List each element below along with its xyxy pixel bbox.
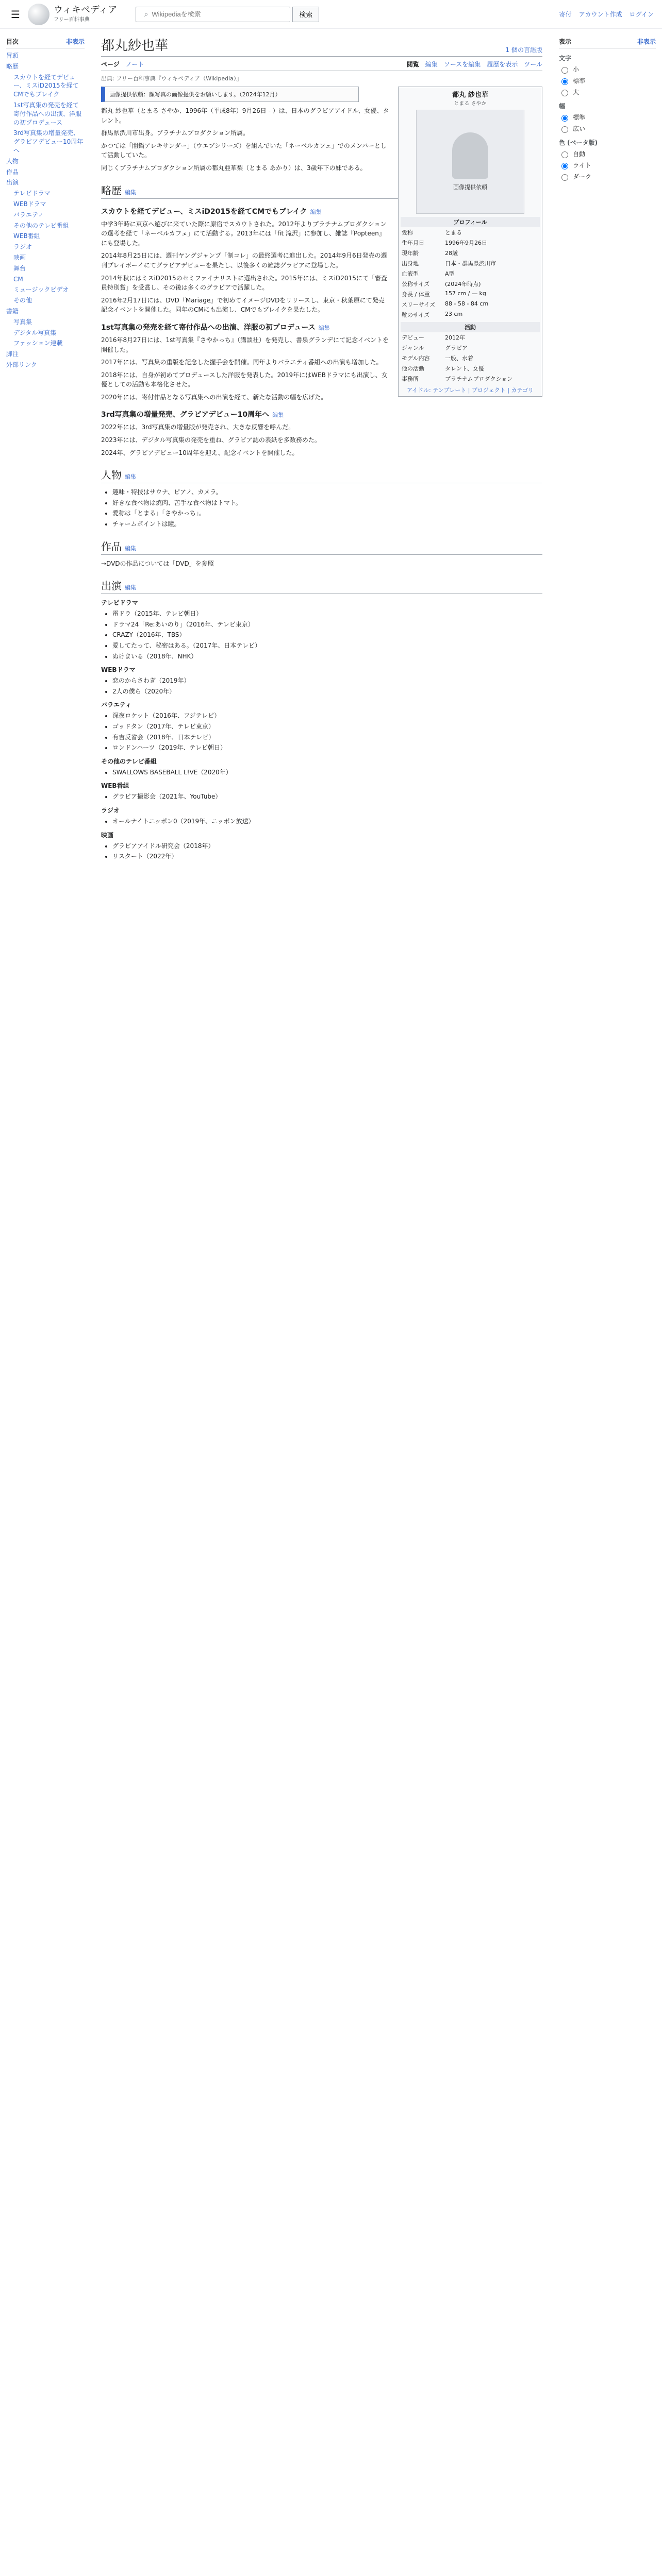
article bbox=[91, 29, 553, 870]
search-input[interactable] bbox=[136, 7, 290, 22]
radio-button[interactable] bbox=[561, 67, 568, 74]
toc-link[interactable]: その他のテレビ番組 bbox=[13, 222, 69, 229]
radio-button[interactable] bbox=[561, 90, 568, 96]
display-option[interactable] bbox=[559, 88, 656, 96]
section-heading: スカウトを経てデビュー、ミスiD2015を経てCMでもブレイク 編集 bbox=[101, 207, 322, 216]
edit-link[interactable]: 編集 bbox=[125, 545, 136, 552]
paragraph: 2024年、グラビアデビュー10周年を迎え、記念イベントを開催した。 bbox=[101, 449, 299, 456]
list-item: • 趣味・特技はサウナ、ピアノ、カメラ。 bbox=[112, 487, 542, 497]
toc-item[interactable] bbox=[6, 101, 85, 127]
option-label: ライト bbox=[573, 162, 591, 169]
display-option[interactable] bbox=[559, 113, 656, 122]
color-label: 色 (ベータ版) bbox=[559, 139, 598, 146]
section-heading: 3rd写真集の増量発売、グラビアデビュー10周年へ 編集 bbox=[101, 411, 284, 419]
infobox-key: 出身地 bbox=[402, 260, 419, 267]
option-label: 自動 bbox=[573, 150, 586, 158]
subsection-heading: その他のテレビ番組 bbox=[101, 757, 157, 765]
infobox-value: グラビア bbox=[445, 345, 468, 351]
infobox-row bbox=[401, 268, 540, 279]
infobox-value: (2024年時点) bbox=[445, 281, 481, 287]
list-item: • ドラマ24「Re:あいのり」（2016年、テレビ東京） bbox=[112, 620, 542, 630]
infobox-value: 日本・群馬県渋川市 bbox=[445, 260, 496, 267]
toc-item[interactable] bbox=[6, 318, 85, 327]
infobox-name: 都丸 紗也華 bbox=[452, 91, 488, 99]
list-item: • ぬけまいる（2018年、NHK） bbox=[112, 652, 542, 662]
display-option[interactable] bbox=[559, 65, 656, 74]
radio-button[interactable] bbox=[561, 174, 568, 181]
infobox bbox=[398, 87, 542, 397]
infobox-key: 身長 / 体重 bbox=[402, 291, 430, 298]
toc-item[interactable] bbox=[6, 222, 85, 230]
display-option[interactable] bbox=[559, 161, 656, 170]
toc-link[interactable]: ラジオ bbox=[13, 243, 32, 251]
subsection-heading: バラエティ bbox=[101, 701, 132, 709]
option-label: 広い bbox=[573, 125, 586, 132]
toc-sidebar bbox=[0, 29, 91, 870]
infobox-key: デビュー bbox=[402, 334, 424, 341]
toc-link[interactable]: ファッション連載 bbox=[13, 340, 63, 347]
list-item: • 好きな食べ物は焼肉、苦手な食べ物はトマト。 bbox=[112, 498, 542, 508]
login-link[interactable]: ログイン bbox=[629, 11, 654, 18]
list-item: • オールナイトニッポン0（2019年、ニッポン放送） bbox=[112, 817, 542, 826]
subsection-heading: テレビドラマ bbox=[101, 599, 138, 607]
toc-item[interactable] bbox=[6, 52, 85, 60]
toc-item[interactable] bbox=[6, 62, 85, 71]
toc-link[interactable]: 3rd写真集の増量発売、グラビアデビュー10周年へ bbox=[13, 129, 84, 154]
list-item: • 有吉反省会（2018年、日本テレビ） bbox=[112, 733, 542, 742]
toc-link[interactable]: その他 bbox=[13, 297, 32, 304]
toc-link[interactable]: 脚注 bbox=[6, 350, 19, 358]
infobox-value: タレント、女優 bbox=[445, 365, 484, 372]
list-item: • ロンドンハーツ（2019年、テレビ朝日） bbox=[112, 743, 542, 753]
site-name: ウィキペディア bbox=[54, 5, 118, 15]
list-item: • グラビア撮影会（2021年、YouTube） bbox=[112, 792, 542, 802]
display-hide-button[interactable]: 非表示 bbox=[637, 38, 656, 45]
infobox-value: 23 cm bbox=[445, 311, 463, 317]
infobox-kana: とまる さやか bbox=[454, 101, 487, 107]
toc-item[interactable] bbox=[6, 285, 85, 294]
list-item: • リスタート（2022年） bbox=[112, 852, 542, 861]
radio-button[interactable] bbox=[561, 78, 568, 85]
infobox-value: 2012年 bbox=[445, 334, 465, 341]
list-item: • SWALLOWS BASEBALL L!VE（2020年） bbox=[112, 768, 542, 777]
site-tagline: フリー百科事典 bbox=[54, 17, 90, 23]
infobox-value: プラチナムプロダクション bbox=[445, 376, 513, 382]
page-tabs bbox=[101, 57, 542, 71]
paragraph: 2020年には、寄付作品となる写真集への出演を経て、新たな活動の幅を広げた。 bbox=[101, 393, 327, 401]
search-button[interactable]: 検索 bbox=[292, 7, 319, 22]
toc-item[interactable] bbox=[6, 243, 85, 251]
donate-link[interactable]: 寄付 bbox=[559, 11, 572, 18]
list-item: • チャームポイントは瞳。 bbox=[112, 519, 542, 529]
edit-link[interactable]: 編集 bbox=[318, 324, 330, 331]
infobox-section-profile: プロフィール bbox=[401, 217, 540, 227]
site-header bbox=[0, 0, 662, 29]
toc-item[interactable] bbox=[6, 129, 85, 155]
toc-link[interactable]: 出演 bbox=[6, 179, 19, 187]
infobox-key: 血液型 bbox=[402, 270, 419, 277]
infobox-row bbox=[401, 227, 540, 238]
radio-button[interactable] bbox=[561, 126, 568, 133]
paragraph: 中学3年時に東京へ遊びに来ていた際に原宿でスカウトされた。2012年よりプラチナムプロダクションの選考を経て「ネーベルカフェ」にて活動する。2013年には「fit 滝沢」に参加し、雑誌『Popteen』にも登場した。 bbox=[101, 220, 387, 247]
infobox-row bbox=[401, 279, 540, 289]
radio-button[interactable] bbox=[561, 115, 568, 122]
display-option[interactable] bbox=[559, 149, 656, 158]
option-label: 標準 bbox=[573, 77, 586, 84]
toc-item[interactable] bbox=[6, 232, 85, 241]
infobox-row bbox=[401, 363, 540, 374]
toc-item[interactable] bbox=[6, 189, 85, 198]
list-item: • 愛してたって、秘密はある。（2017年、日本テレビ） bbox=[112, 641, 542, 651]
toc-item[interactable] bbox=[6, 73, 85, 99]
infobox-key: 靴のサイズ bbox=[402, 312, 430, 318]
search-icon: ⌕ bbox=[144, 10, 148, 19]
toc-link[interactable]: 冒頭 bbox=[6, 52, 19, 59]
option-label: 標準 bbox=[573, 114, 586, 121]
infobox-row bbox=[401, 343, 540, 353]
width-label: 幅 bbox=[559, 103, 566, 110]
infobox-section-activity: 活動 bbox=[401, 322, 540, 332]
list-item: • 恋のからさわぎ（2019年） bbox=[112, 676, 542, 686]
infobox-value: 88 - 58 - 84 cm bbox=[445, 300, 489, 307]
toc-link[interactable]: 外部リンク bbox=[6, 361, 37, 368]
infobox-key: スリーサイズ bbox=[402, 301, 436, 308]
toc-item[interactable] bbox=[6, 350, 85, 359]
language-button[interactable]: 1 個の言語版 bbox=[505, 46, 542, 54]
infobox-row bbox=[401, 258, 540, 268]
section-appearances-heading: 出演 編集 bbox=[101, 578, 542, 594]
page-title: 都丸紗也華 bbox=[101, 38, 169, 54]
paragraph: 2014年秋にはミスiD2015のセミファイナリストに選出された。2015年には、ミスiD2015にて「審査員特別賞」を受賞し、その後は多くのグラビアで活躍した。 bbox=[101, 274, 387, 292]
lead-paragraph: 群馬県渋川市出身。プラチナムプロダクション所属。 bbox=[101, 129, 250, 137]
toc-link[interactable]: 書籍 bbox=[6, 307, 19, 315]
toc-item[interactable] bbox=[6, 211, 85, 219]
toc-link[interactable]: CM bbox=[13, 275, 23, 283]
infobox-key: 他の活動 bbox=[402, 365, 424, 372]
tab-history[interactable]: 履歴を表示 bbox=[487, 61, 518, 68]
site-logo[interactable] bbox=[28, 4, 117, 25]
edit-link[interactable]: 編集 bbox=[310, 208, 322, 215]
display-heading: 表示 bbox=[559, 38, 572, 45]
toc-link[interactable]: 映画 bbox=[13, 253, 26, 261]
toc-link[interactable]: ミュージックビデオ bbox=[13, 286, 69, 294]
tab-page[interactable]: ページ bbox=[101, 61, 120, 68]
toc-list bbox=[6, 52, 85, 369]
infobox-row bbox=[401, 374, 540, 384]
infobox-footer[interactable]: アイドル: テンプレート | プロジェクト | カテゴリ bbox=[407, 387, 534, 394]
paragraph: 2018年には、自身が初めてプロデュースした洋服を発表した。2019年にはWEBドラマにも出演し、女優としての活動も本格化させた。 bbox=[101, 371, 388, 388]
infobox-row bbox=[401, 332, 540, 343]
infobox-key: ジャンル bbox=[402, 345, 424, 351]
option-label: ダーク bbox=[573, 173, 592, 180]
subsection-heading: ラジオ bbox=[101, 806, 120, 814]
paragraph: 2017年には、写真集の重版を記念した握手会を開催。同年よりバラエティ番組への出演も増加した。 bbox=[101, 359, 383, 366]
list-item: • 電ドラ（2015年、テレビ朝日） bbox=[112, 609, 542, 619]
toc-item[interactable] bbox=[6, 339, 85, 348]
toc-item[interactable] bbox=[6, 296, 85, 305]
radio-button[interactable] bbox=[561, 163, 568, 170]
infobox-row bbox=[401, 248, 540, 258]
infobox-row bbox=[401, 353, 540, 363]
toc-link[interactable]: スカウトを経てデビュー、ミスiD2015を経てCMでもブレイク bbox=[13, 73, 79, 98]
infobox-row bbox=[401, 299, 540, 310]
person-silhouette-icon bbox=[452, 132, 488, 179]
infobox-row bbox=[401, 289, 540, 299]
edit-link[interactable]: 編集 bbox=[125, 473, 136, 481]
search-box bbox=[131, 7, 319, 22]
edit-link[interactable]: 編集 bbox=[272, 412, 284, 419]
toc-item[interactable] bbox=[6, 168, 85, 177]
toc-item[interactable] bbox=[6, 275, 85, 284]
infobox-value: 1996年9月26日 bbox=[445, 240, 487, 246]
toc-link[interactable]: 人物 bbox=[6, 157, 19, 165]
paragraph: 2022年には、3rd写真集の増量版が発売され、大きな反響を呼んだ。 bbox=[101, 423, 295, 431]
lead-paragraph: かつては「闇鍋アレキサンダー」（ウエブシリーズ）を組んでいた「ネーベルカフェ」でのメンバーとして活動していた。 bbox=[101, 142, 387, 159]
subsection-heading: WEB番組 bbox=[101, 782, 129, 790]
toc-link[interactable]: WEBドラマ bbox=[13, 200, 46, 208]
tab-edit-source[interactable]: ソースを編集 bbox=[443, 61, 481, 68]
tab-talk[interactable]: ノート bbox=[125, 61, 144, 68]
no-image-placeholder[interactable] bbox=[416, 110, 524, 214]
create-account-link[interactable]: アカウント作成 bbox=[578, 11, 622, 18]
paragraph: 2014年8月25日には、週刊ヤングジャンプ「制コレ」の最終選考に進出した。2014年9月6日発売の週刊プレイボーイにてグラビアデビューを果たし、以後多くの雑誌グラビアに登場した。 bbox=[101, 252, 387, 269]
list-item: • グラビアアイドル研究会（2018年） bbox=[112, 841, 542, 851]
section-works-heading: 作品 編集 bbox=[101, 538, 542, 555]
works-note: →DVDの作品については「DVD」を参照 bbox=[101, 560, 214, 567]
list-item: • CRAZY（2016年、TBS） bbox=[112, 630, 542, 640]
lead-paragraph: 都丸 紗也華（とまる さやか、1996年（平成8年）9月26日 - ）は、日本のグラビアアイドル、女優、タレント。 bbox=[101, 107, 389, 124]
section-history-heading: 略歴 編集 bbox=[101, 182, 542, 199]
toc-link[interactable]: 作品 bbox=[6, 168, 19, 176]
no-image-label: 画像提供依頼 bbox=[453, 184, 487, 191]
image-request-notice: 画像提供依頼：顔写真の画像提供をお願いします。（2024年12月） bbox=[101, 87, 359, 102]
text-size-label: 文字 bbox=[559, 55, 572, 62]
display-option[interactable] bbox=[559, 172, 656, 181]
toc-link[interactable]: デジタル写真集 bbox=[13, 329, 57, 336]
article-source-note: 出典: フリー百科事典『ウィキペディア（Wikipedia）』 bbox=[101, 75, 242, 82]
infobox-value: 28歳 bbox=[445, 250, 458, 257]
toc-item[interactable] bbox=[6, 253, 85, 262]
edit-link[interactable]: 編集 bbox=[125, 584, 136, 591]
display-option[interactable] bbox=[559, 124, 656, 133]
infobox-value: 一般、水着 bbox=[445, 355, 473, 362]
list-item: • 深夜ロケット（2016年、フジテレビ） bbox=[112, 711, 542, 721]
toc-item[interactable] bbox=[6, 329, 85, 337]
toc-heading: 目次 bbox=[6, 38, 19, 45]
hamburger-icon[interactable]: ☰ bbox=[11, 8, 20, 21]
toc-item[interactable] bbox=[6, 361, 85, 369]
toc-item[interactable] bbox=[6, 200, 85, 209]
display-option[interactable] bbox=[559, 76, 656, 85]
tab-edit[interactable]: 編集 bbox=[425, 61, 438, 68]
list-item: • 2人の僕ら（2020年） bbox=[112, 687, 542, 697]
subsection-heading: 映画 bbox=[101, 831, 114, 839]
infobox-value: 157 cm / ― kg bbox=[445, 290, 486, 297]
infobox-value: とまる bbox=[445, 229, 462, 236]
toc-item[interactable] bbox=[6, 178, 85, 187]
infobox-key: モデル内容 bbox=[402, 355, 430, 362]
user-links bbox=[559, 10, 654, 19]
toc-hide-button[interactable]: 非表示 bbox=[65, 38, 85, 45]
edit-link[interactable]: 編集 bbox=[125, 189, 136, 196]
paragraph: 2016年8月27日には、1st写真集『さやかっち』（講談社）を発売し、書泉グランデにて記念イベントを開催した。 bbox=[101, 336, 389, 353]
list-item: • ゴッドタン（2017年、テレビ東京） bbox=[112, 722, 542, 732]
section-heading: 1st写真集の発売を経て寄付作品への出演、洋服の初プロデュース 編集 bbox=[101, 323, 330, 332]
subsection-heading: WEBドラマ bbox=[101, 666, 136, 674]
list-item: • 愛称は「とまる」「さやかっち」。 bbox=[112, 509, 542, 518]
infobox-row bbox=[401, 310, 540, 320]
tab-tools[interactable]: ツール bbox=[524, 61, 542, 68]
toc-link[interactable]: 1st写真集の発売を経て寄付作品への出演、洋服の初プロデュース bbox=[13, 101, 82, 126]
wikipedia-globe-icon bbox=[28, 4, 49, 25]
paragraph: 2016年2月17日には、DVD『Mariage』で初めてイメージDVDをリリースし、東京・秋葉原にて発売記念イベントを開催した。同年のCMにも出演し、CMでもブレイクを果たした。 bbox=[101, 296, 385, 314]
infobox-row bbox=[401, 238, 540, 248]
toc-link[interactable]: 略歴 bbox=[6, 62, 19, 70]
paragraph: 2023年には、デジタル写真集の発売を重ね、グラビア誌の表紙を多数務めた。 bbox=[101, 436, 321, 444]
option-label: 大 bbox=[573, 89, 580, 96]
toc-link[interactable]: WEB番組 bbox=[13, 232, 40, 240]
infobox-value: A型 bbox=[445, 270, 455, 277]
toc-link[interactable]: 舞台 bbox=[13, 264, 26, 272]
toc-link[interactable]: バラエティ bbox=[13, 211, 44, 218]
infobox-key: 現年齢 bbox=[402, 250, 419, 257]
tab-read[interactable]: 閲覧 bbox=[406, 61, 419, 68]
infobox-key: 愛称 bbox=[402, 229, 413, 236]
toc-link[interactable]: 写真集 bbox=[13, 318, 32, 326]
option-label: 小 bbox=[573, 66, 580, 73]
infobox-key: 事務所 bbox=[402, 376, 419, 382]
infobox-key: 生年月日 bbox=[402, 240, 424, 246]
toc-item[interactable] bbox=[6, 157, 85, 166]
display-settings bbox=[553, 29, 662, 870]
radio-button[interactable] bbox=[561, 151, 568, 158]
toc-item[interactable] bbox=[6, 264, 85, 273]
lead-paragraph: 同じくプラチナムプロダクション所属の都丸亜華梨（とまる あかり）は、3歳年下の妹である。 bbox=[101, 164, 367, 172]
toc-item[interactable] bbox=[6, 307, 85, 316]
toc-link[interactable]: テレビドラマ bbox=[13, 190, 51, 197]
infobox-key: 公称サイズ bbox=[402, 281, 430, 287]
section-person-heading: 人物 編集 bbox=[101, 467, 542, 483]
